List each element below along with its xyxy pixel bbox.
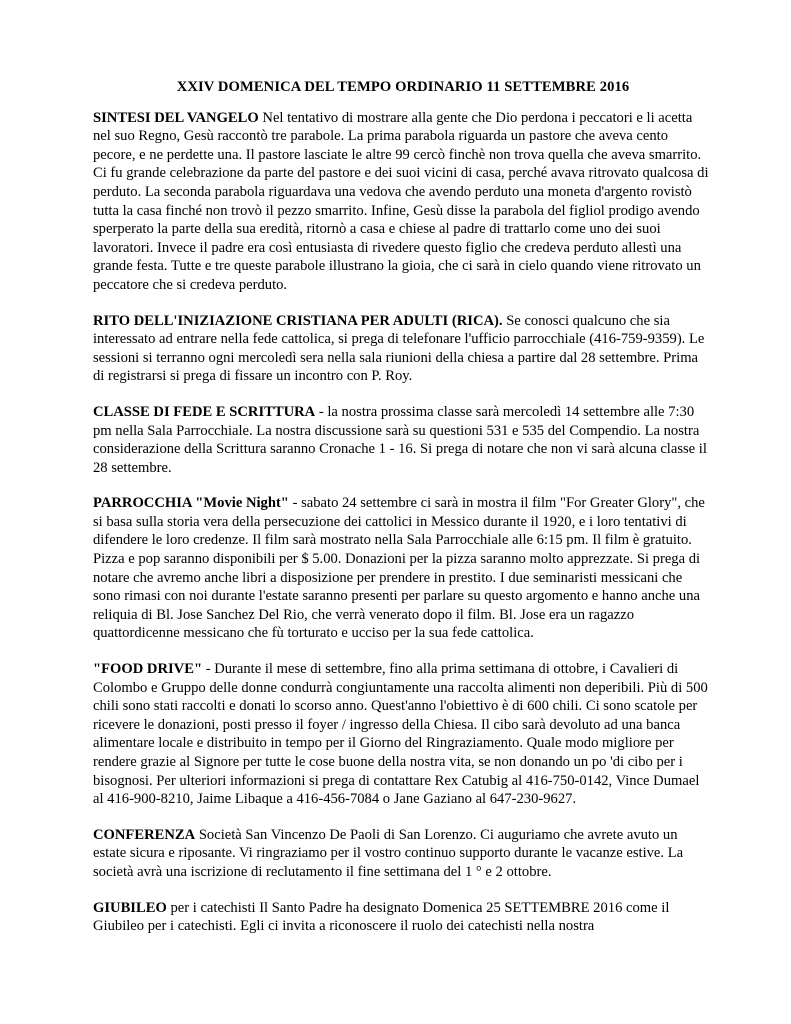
section-rica bbox=[93, 312, 713, 386]
section-heading: SINTESI DEL VANGELO bbox=[93, 109, 259, 126]
section-heading: CONFERENZA bbox=[93, 826, 196, 843]
section-body: - Durante il mese di settembre, fino alla prima settimana di ottobre, i Cavalieri di Colombo e Gruppo delle donne condurrà congiuntamente una raccolta alimenti non deperibili. Più di 500 chili sono stati raccolti e donati lo scorso anno. Quest'anno l'obiettivo è di 600 chili. Ci sono scatole per ricevere le donazioni, posti presso il foyer / ingresso della Chiesa. Il cibo sarà devoluto ad una banca alimentare locale e distribuito in tempo per il Giorno del Ringraziamento. Quale modo migliore per rendere grazie al Signore per tutte le cose buone della nostra vita, se non donando un po 'di cibo per i bisognosi. Per ulteriori informazioni si prega di contattare Rex Catubig al 416-750-0142, Vince Dumael al 416-900-8210, Jaime Libaque a 416-456-7084 o Jane Gaziano al 647-230-9627. bbox=[93, 661, 708, 808]
section-classe-fede-scrittura bbox=[93, 403, 713, 477]
section-heading: RITO DELL'INIZIAZIONE CRISTIANA PER ADULTI (RICA). bbox=[93, 312, 503, 329]
section-body: - la nostra prossima classe sarà mercoledì 14 settembre alle 7:30 pm nella Sala Parrocchiale. La nostra discussione sarà su questioni 531 e 535 del Compendio. La nostra considerazione della Scrittura saranno Cronache 1 - 16. Si prega di notare che non vi sarà alcuna classe il 28 settembre. bbox=[93, 403, 707, 476]
section-heading: GIUBILEO bbox=[93, 899, 167, 916]
section-body: Società San Vincenzo De Paoli di San Lorenzo. Ci auguriamo che avrete avuto un estate sicura e riposante. Vi ringraziamo per il vostro continuo supporto durante le vacanze estive. La società avrà una iscrizione di reclutamento il fine settimana del 1 ° e 2 ottobre. bbox=[93, 826, 684, 880]
section-body: Se conosci qualcuno che sia interessato ad entrare nella fede cattolica, si prega di telefonare l'ufficio parrocchiale (416-759-9359). Le sessioni si terranno ogni mercoledì sera nella sala riunioni della chiesa a partire dal 28 settembre. Prima di registrarsi si prega di fissare un incontro con P. Roy. bbox=[93, 312, 705, 385]
section-body: Nel tentativo di mostrare alla gente che Dio perdona i peccatori e li acetta nel suo Regno, Gesù raccontò tre parabole. La prima parabola riguarda un pastore che aveva cento pecore, e ne perdette una. Il pastore lasciate le altre 99 cercò finchè non trova quella che aveva smarrito. Ci fu grande celebrazione da parte del pastore e dei suoi vicini di casa, perché avava ritrovato qualcosa di perduto. La seconda parabola riguardava una vedova che avendo perduto una moneta d'argento rovistò tutta la casa finché non trovò il pezzo smarrito. Infine, Gesù disse la parabola del figliol prodigo avendo sperperato la parte della sua eredità, ritornò a casa e chiese al padre di trattarlo come uno dei suoi lavoratori. Invece il padre era così entusiasta di rivedere questo figlio che credeva perduto allestì una grande festa. Tutte e tre queste parabole illustrano la gioia, che ci sarà in cielo quando viene ritrovato un peccatore che si credeva perduto. bbox=[93, 109, 709, 293]
section-heading: CLASSE DI FEDE E SCRITTURA bbox=[93, 403, 316, 420]
section-body: - sabato 24 settembre ci sarà in mostra il film "For Greater Glory", che si basa sulla storia vera della persecuzione dei cattolici in Messico durante il 1920, e i loro tentativi di difendere le loro credenze. Il film sarà mostrato nella Sala Parrocchiale alle 6:15 pm. Il film è gratuito. Pizza e pop saranno disponibili per $ 5.00. Donazioni per la pizza saranno molto apprezzate. Si prega di notare che avremo anche libri a disposizione per prendere in prestito. I due seminaristi messicani che sono rimasi con noi durante l'estate saranno presenti per parlare su questo argomento e hanno anche una reliquia di Bl. Jose Sanchez Del Rio, che verrà venerato dopo il film. Bl. Jose era un ragazzo quattordicenne messicano che fù torturato e ucciso per la sua fede cattolica. bbox=[93, 495, 705, 642]
section-heading: PARROCCHIA "Movie Night" bbox=[93, 495, 289, 512]
section-giubileo bbox=[93, 899, 713, 936]
section-food-drive bbox=[93, 660, 713, 809]
section-body: per i catechisti Il Santo Padre ha designato Domenica 25 SETTEMBRE 2016 come il Giubileo per i catechisti. Egli ci invita a riconoscere il ruolo dei catechisti nella nostra bbox=[93, 899, 670, 935]
document-page bbox=[93, 78, 713, 953]
document-title: XXIV DOMENICA DEL TEMPO ORDINARIO 11 SETTEMBRE 2016 bbox=[176, 79, 630, 95]
section-conferenza bbox=[93, 826, 713, 882]
section-movie-night bbox=[93, 494, 713, 643]
section-sintesi-vangelo bbox=[93, 109, 713, 295]
section-heading: "FOOD DRIVE" bbox=[93, 661, 203, 678]
